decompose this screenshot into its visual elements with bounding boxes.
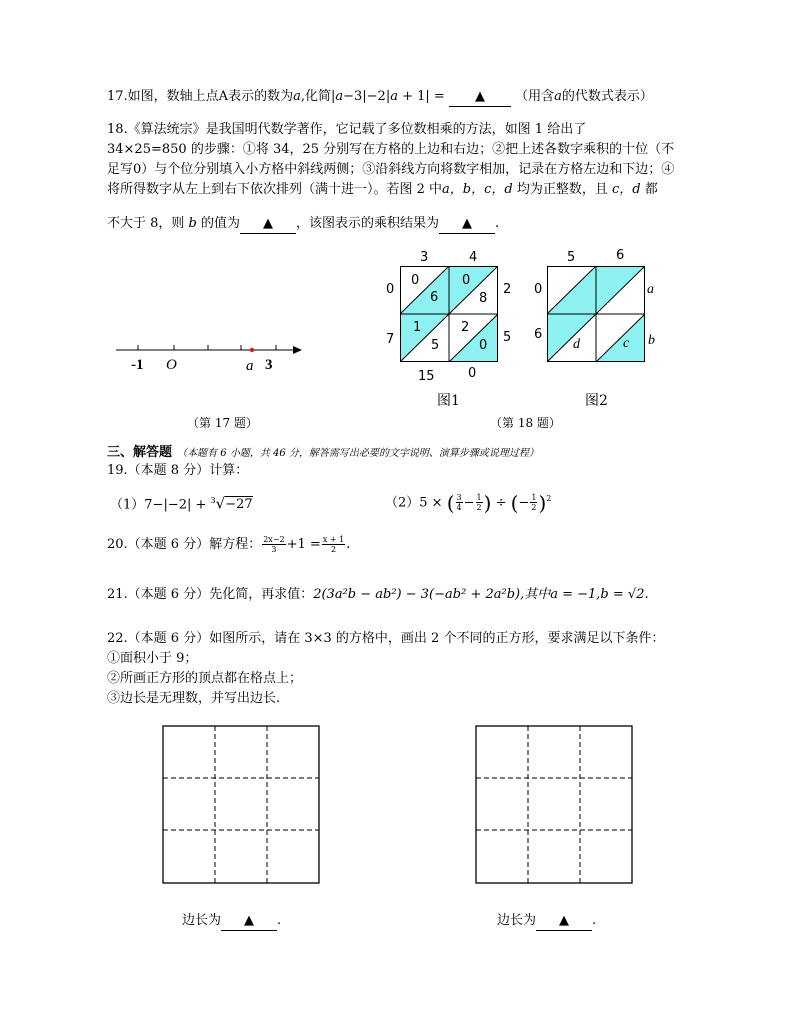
point-a bbox=[250, 348, 254, 352]
q22-title: 22.（本题 6 分）如图所示，请在 3×3 的方格中，画出 2 个不同的正方形，要求满足以下条件： bbox=[107, 631, 665, 646]
q19-part-1: （1）7−|−2| + $^3$√−27 bbox=[110, 494, 253, 513]
fig1-cell-1-ones: 6 bbox=[430, 290, 439, 305]
q19-title: 19.（本题 8 分）计算： bbox=[107, 463, 249, 478]
section-3-heading: 三、解答题 （本题有 6 小题，共 46 分，解答需写出必要的文字说明、演算步骤或说理过程） bbox=[107, 445, 539, 460]
fig1-bottom-1: 15 bbox=[418, 369, 435, 384]
fig1-bottom-2: 0 bbox=[468, 366, 477, 381]
fig1-cell-3-tens: 1 bbox=[413, 320, 422, 335]
q22-answer-right: 边长为 ▲ . bbox=[497, 912, 596, 931]
fig2-cell-c: c bbox=[623, 336, 630, 351]
q22-condition-3: ③边长是无理数，并写出边长. bbox=[107, 691, 281, 706]
fig1-top-2: 4 bbox=[469, 250, 478, 265]
fig1-top-1: 3 bbox=[420, 250, 429, 265]
fig1-cell-4-tens: 2 bbox=[461, 320, 470, 335]
fig2-right-2: b bbox=[648, 333, 655, 348]
fig2-top-2: 6 bbox=[616, 248, 625, 263]
q22-answer-blank-right[interactable]: ▲ bbox=[536, 912, 592, 931]
q17-line: 17.如图，数轴上点A表示的数为a,化简|a−3|−2|a + 1| = ▲ （用含a的代数式表示） bbox=[107, 88, 653, 107]
q17-answer-blank[interactable]: ▲ bbox=[449, 88, 511, 107]
q18-line-5: 不大于 8，则 b 的值为 ▲ ，该图表示的乘积结果为 ▲ . bbox=[107, 215, 499, 234]
fig2-top-1: 5 bbox=[567, 250, 576, 265]
q21-expression: 2(3a²b − ab²) − 3(−ab² + 2a²b),其中a = −1,b = √2. bbox=[313, 587, 649, 602]
q18-line-1: 18.《算法统宗》是我国明代数学著作，它记载了多位数相乘的方法，如图 1 给出了 bbox=[107, 122, 587, 137]
fig1-cell-2-ones: 8 bbox=[479, 291, 488, 306]
q22-grid-left[interactable] bbox=[162, 725, 322, 885]
label-origin: O bbox=[166, 357, 177, 373]
q18-line-2: 34×25=850 的步骤：①将 34，25 分别写在方格的上边和右边；②把上述各数字乘积的十位（不 bbox=[107, 142, 675, 157]
q18-line-4: 将所得数字从左上到右下依次排列（满十进一）。若图 2 中a，b，c，d 均为正整数，且 c，d 都 bbox=[107, 182, 658, 197]
caption-q17: （第 17 题） bbox=[187, 416, 258, 430]
q19-part-2: （2）5 × ( $\frac{3}{4}$ − $\frac{1}{2}$ ) ÷ (− $\frac{1}{2}$ )$^2$ bbox=[385, 490, 552, 515]
fig2-left-2: 6 bbox=[534, 327, 543, 342]
q22-condition-1: ①面积小于 9； bbox=[107, 651, 198, 666]
q22-condition-2: ②所画正方形的顶点都在格点上； bbox=[107, 671, 303, 686]
fig1-cell-1-tens: 0 bbox=[411, 273, 420, 288]
q18-line-3: 足写0）与个位分别填入小方格中斜线两侧；③沿斜线方向将数字相加，记录在方格左边和下边；④ bbox=[107, 162, 675, 177]
fig2-caption: 图2 bbox=[585, 393, 608, 409]
fig1-left-2: 7 bbox=[386, 332, 395, 347]
fig2-right-1: a bbox=[647, 282, 654, 297]
q22-answer-left: 边长为 ▲ . bbox=[182, 912, 281, 931]
fig2-cell-d: d bbox=[573, 337, 580, 352]
fig1-caption: 图1 bbox=[437, 393, 460, 409]
fig1-left-1: 0 bbox=[386, 282, 395, 297]
fig1-cell-4-ones: 0 bbox=[479, 338, 488, 353]
fig1-right-2: 5 bbox=[503, 330, 512, 345]
fig1-cell-2-tens: 0 bbox=[462, 273, 471, 288]
section-3-note: （本题有 6 小题，共 46 分，解答需写出必要的文字说明、演算步骤或说理过程） bbox=[177, 448, 539, 459]
fig2-left-1: 0 bbox=[534, 282, 543, 297]
q22-answer-blank-left[interactable]: ▲ bbox=[221, 912, 277, 931]
fig1-right-1: 2 bbox=[503, 282, 512, 297]
fig1-cell-3-ones: 5 bbox=[431, 338, 440, 353]
q20-line: 20.（本题 6 分）解方程： $\frac{2x-2}{3}$ +1 = $\frac{x + 1}{2}$ . bbox=[107, 535, 351, 554]
label-a: a bbox=[246, 358, 254, 374]
label-3: 3 bbox=[265, 357, 273, 373]
caption-q18: （第 18 题） bbox=[490, 416, 561, 430]
q18-answer-blank-2[interactable]: ▲ bbox=[439, 215, 495, 234]
q22-grid-right[interactable] bbox=[475, 725, 635, 885]
number-line-arrow bbox=[293, 346, 302, 354]
q18-answer-blank-1[interactable]: ▲ bbox=[240, 215, 296, 234]
figure-2-grid bbox=[547, 266, 645, 362]
label-neg1: -1 bbox=[131, 357, 144, 373]
q21-line: 21.（本题 6 分）先化简，再求值：2(3a²b − ab²) − 3(−ab² + 2a²b),其中a = −1,b = √2. bbox=[107, 587, 649, 602]
